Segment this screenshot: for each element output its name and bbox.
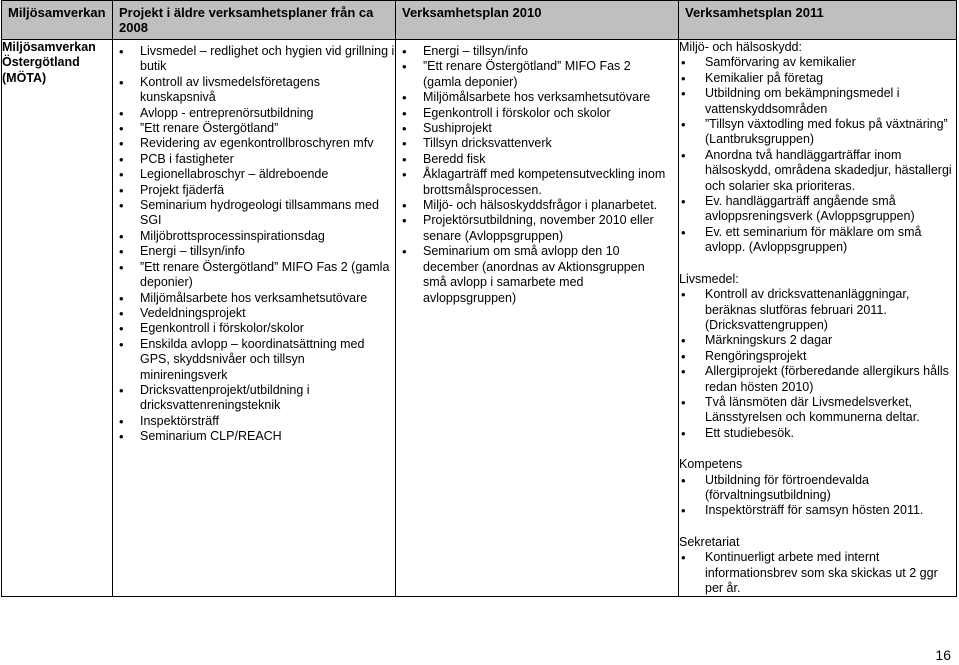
list-item: • Energi – tillsyn/info xyxy=(113,244,395,259)
header-plan-2010: Verksamhetsplan 2010 xyxy=(396,1,679,40)
list-item: • Kontroll av livsmedelsföretagens kunskapsnivå xyxy=(113,75,395,106)
plan-2011-cell xyxy=(679,40,957,597)
section-heading: Livsmedel: xyxy=(679,271,739,286)
org-name: Miljösamverkan xyxy=(2,40,96,54)
older-projects-list xyxy=(113,44,395,445)
list-item: • Allergiprojekt (förberedande allergikurs hålls redan hösten 2010) xyxy=(679,364,956,395)
header-older-projects: Projekt i äldre verksamhetsplaner från ca 2008 xyxy=(113,1,396,40)
list-item: • ”Ett renare Östergötland” MIFO Fas 2 (gamla deponier) xyxy=(396,59,670,90)
list-item: • Legionellabroschyr – äldreboende xyxy=(113,167,395,182)
section-heading: Sekretariat xyxy=(679,534,740,549)
section-sekretariat xyxy=(679,519,956,597)
section-list xyxy=(679,287,956,441)
list-item: • Anordna två handläggarträffar inom hälsoskydd, områdena skadedjur, hästallergi och solarier ska prioriteras. xyxy=(679,148,956,194)
page-number: 16 xyxy=(935,647,951,663)
list-item: • Kontroll av dricksvattenanläggningar, beräknas slutföras februari 2011. (Dricksvattengruppen) xyxy=(679,287,956,333)
list-item: • Enskilda avlopp – koordinatsättning med GPS, skyddsnivåer och tillsyn minireningsverk xyxy=(113,337,395,383)
section-heading: Miljö- och hälsoskydd: xyxy=(679,40,802,54)
content-row xyxy=(2,40,957,597)
section-list xyxy=(679,55,956,255)
older-projects-cell xyxy=(113,40,396,597)
header-miljosamverkan: Miljösamverkan xyxy=(2,1,113,40)
list-item: • Samförvaring av kemikalier xyxy=(679,55,956,70)
list-item: • Seminarium hydrogeologi tillsammans med SGI xyxy=(113,198,395,229)
section-kompetens xyxy=(679,441,956,519)
section-gap xyxy=(679,519,956,535)
org-abbrev: (MÖTA) xyxy=(2,70,47,85)
list-item: • Beredd fisk xyxy=(396,152,670,167)
list-item: • Miljöbrottsprocessinspirationsdag xyxy=(113,229,395,244)
list-item: • Märkningskurs 2 dagar xyxy=(679,333,956,348)
header-plan-2011: Verksamhetsplan 2011 xyxy=(679,1,957,40)
section-livsmedel xyxy=(679,256,956,441)
list-item: • Utbildning för förtroendevalda (förvaltningsutbildning) xyxy=(679,473,956,504)
list-item: • Miljömålsarbete hos verksamhetsutövare xyxy=(396,90,670,105)
list-item: • Kemikalier på företag xyxy=(679,71,956,86)
org-cell xyxy=(2,40,113,597)
list-item: • Dricksvattenprojekt/utbildning i dricksvattenreningsteknik xyxy=(113,383,395,414)
list-item: • ”Tillsyn växtodling med fokus på växtnäring” (Lantbruksgruppen) xyxy=(679,117,956,148)
org-region: Östergötland xyxy=(2,55,80,70)
list-item: • Inspektörsträff för samsyn hösten 2011. xyxy=(679,503,956,518)
section-gap xyxy=(679,441,956,457)
list-item: • Kontinuerligt arbete med internt informationsbrev som ska skickas ut 2 ggr per år. xyxy=(679,550,956,596)
section-miljo-halsoskydd xyxy=(679,40,956,256)
list-item: • Revidering av egenkontrollbroschyren mfv xyxy=(113,136,395,151)
list-item: • Två länsmöten där Livsmedelsverket, Länsstyrelsen och kommunerna deltar. xyxy=(679,395,956,426)
list-item: • Ev. ett seminarium för mäklare om små avlopp. (Avloppsgruppen) xyxy=(679,225,956,256)
list-item: • Seminarium CLP/REACH xyxy=(113,429,395,444)
list-item: • Projekt fjäderfä xyxy=(113,183,395,198)
plan-table xyxy=(1,0,957,597)
list-item: • Miljö- och hälsoskyddsfrågor i planarbetet. xyxy=(396,198,670,213)
list-item: • ”Ett renare Östergötland” MIFO Fas 2 (gamla deponier) xyxy=(113,260,395,291)
list-item: • Livsmedel – redlighet och hygien vid grillning i butik xyxy=(113,44,395,75)
list-item: • Ett studiebesök. xyxy=(679,426,956,441)
list-item: • Åklagarträff med kompetensutveckling inom brottsmålsprocessen. xyxy=(396,167,670,198)
plan-2010-list xyxy=(396,44,670,306)
section-gap xyxy=(679,256,956,272)
list-item: • Egenkontroll i förskolor och skolor xyxy=(396,106,670,121)
list-item: • ”Ett renare Östergötland” xyxy=(113,121,395,136)
list-item: • Seminarium om små avlopp den 10 december (anordnas av Aktionsgruppen små avlopp i samarbete med avloppsgruppen) xyxy=(396,244,670,306)
list-item: • Utbildning om bekämpningsmedel i vattenskyddsområden xyxy=(679,86,956,117)
list-item: • Tillsyn dricksvattenverk xyxy=(396,136,670,151)
list-item: • Sushiprojekt xyxy=(396,121,670,136)
section-heading: Kompetens xyxy=(679,457,743,472)
list-item: • Inspektörsträff xyxy=(113,414,395,429)
list-item: • Avlopp - entreprenörsutbildning xyxy=(113,106,395,121)
section-list xyxy=(679,550,956,596)
header-row xyxy=(2,1,957,40)
list-item: • Egenkontroll i förskolor/skolor xyxy=(113,321,395,336)
list-item: • Energi – tillsyn/info xyxy=(396,44,670,59)
list-item: • Rengöringsprojekt xyxy=(679,349,956,364)
section-list xyxy=(679,473,956,519)
list-item: • Ev. handläggarträff angående små avloppsreningsverk (Avloppsgruppen) xyxy=(679,194,956,225)
list-item: • Miljömålsarbete hos verksamhetsutövare xyxy=(113,291,395,306)
list-item: • Projektörsutbildning, november 2010 eller senare (Avloppsgruppen) xyxy=(396,213,670,244)
plan-2010-cell xyxy=(396,40,679,597)
list-item: • Vedeldningsprojekt xyxy=(113,306,395,321)
list-item: • PCB i fastigheter xyxy=(113,152,395,167)
